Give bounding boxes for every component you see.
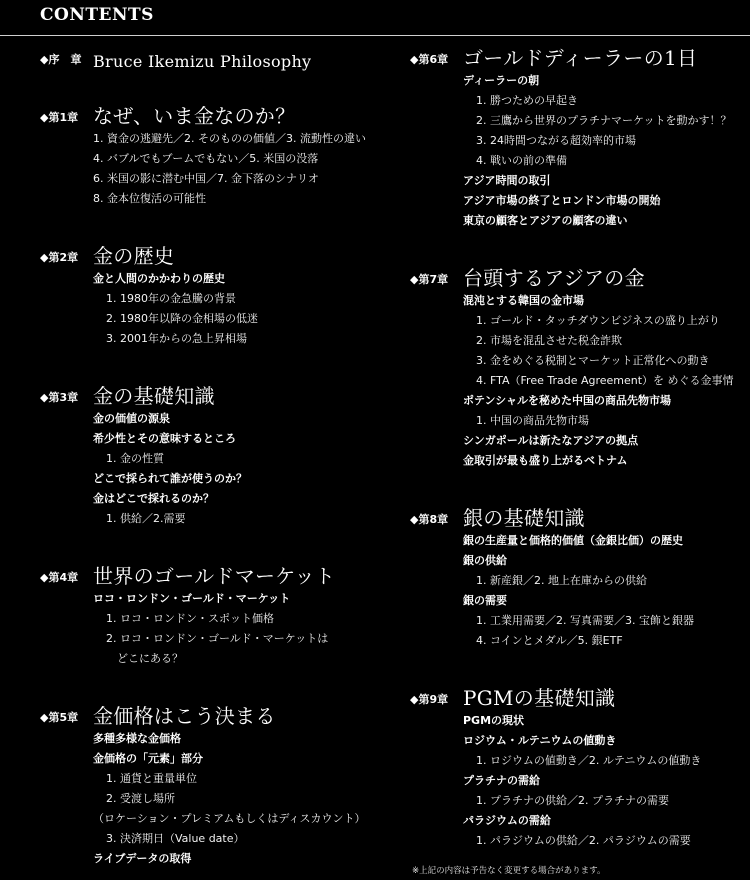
chapter-heading — [410, 257, 734, 291]
chapter-label: ◆第4章 — [40, 571, 79, 584]
chapter-title: PGMの基礎知識 — [463, 686, 616, 710]
subsection-item: 8. 金本位復活の可能性 — [93, 192, 206, 205]
chapter-heading — [410, 677, 701, 711]
section-heading: ライブデータの取得 — [93, 852, 192, 865]
chapter-title: 金の基礎知識 — [93, 384, 215, 408]
chapter-label: ◆第3章 — [40, 391, 79, 404]
subsection-item: 1. ロコ・ロンドン・スポット価格 — [106, 612, 274, 625]
chapter-8 — [410, 497, 694, 651]
chapter-title: 世界のゴールドマーケット — [93, 564, 336, 588]
subsection-item: 1. 1980年の金急騰の背景 — [106, 292, 236, 305]
chapter-heading — [40, 95, 366, 129]
section-heading: 銀の生産量と価格的価値（金銀比価）の歴史 — [463, 534, 683, 547]
chapter-7 — [410, 257, 734, 471]
section-heading: 金と人間のかかわりの歴史 — [93, 272, 225, 285]
chapter-sections — [93, 129, 366, 209]
chapter-heading — [410, 37, 731, 71]
section-heading: ロコ・ロンドン・ゴールド・マーケット — [93, 592, 291, 605]
chapter-sections — [463, 711, 701, 851]
chapter-sections — [463, 291, 734, 471]
subsection-item: 1. パラジウムの供給／2. パラジウムの需要 — [476, 834, 691, 847]
chapter-label: ◆第9章 — [410, 693, 449, 706]
section-heading: 銀の需要 — [463, 594, 507, 607]
section-heading: シンガポールは新たなアジアの拠点 — [463, 434, 639, 447]
chapter-2 — [40, 235, 258, 349]
subsection-item: 1. 資金の逃避先／2. そのものの価値／3. 流動性の違い — [93, 132, 366, 145]
subsection-item: 2. 1980年以降の金相場の低迷 — [106, 312, 258, 325]
subsection-item: 1. 通貨と重量単位 — [106, 772, 197, 785]
chapter-title: 銀の基礎知識 — [463, 506, 585, 530]
chapter-title: ゴールドディーラーの1日 — [463, 46, 698, 70]
subsection-item: 1. ゴールド・タッチダウンビジネスの盛り上がり — [476, 314, 720, 327]
chapter-sections — [463, 71, 731, 231]
chapter-label: ◆第5章 — [40, 711, 79, 724]
section-heading: 混沌とする韓国の金市場 — [463, 294, 584, 307]
subsection-item: 1. 中国の商品先物市場 — [476, 414, 589, 427]
subsection-item: 2. 市場を混乱させた税金詐欺 — [476, 334, 622, 347]
chapter-prologue — [40, 37, 311, 71]
chapter-3 — [40, 375, 247, 529]
chapter-heading — [40, 235, 258, 269]
subsection-item: 2. 受渡し場所 — [106, 792, 175, 805]
section-heading: 金の価値の源泉 — [93, 412, 170, 425]
subsection-item: 4. コインとメダル／5. 銀ETF — [476, 634, 623, 647]
chapter-title: 金の歴史 — [93, 244, 175, 268]
section-heading: どこで採られて誰が使うのか？ — [93, 472, 247, 485]
subsection-item: 3. 金をめぐる税制とマーケット正常化への動き — [476, 354, 710, 367]
section-heading: PGMの現状 — [463, 714, 525, 727]
section-heading: アジア時間の取引 — [463, 174, 551, 187]
chapter-sections — [93, 269, 258, 349]
subsection-item: 2. 三鷹から世界のプラチナマーケットを動かす！？ — [476, 114, 732, 127]
subsection-item: 1. 勝つための早起き — [476, 94, 578, 107]
chapter-heading — [40, 695, 365, 729]
section-heading: 銀の供給 — [463, 554, 507, 567]
subsection-item: 2. ロコ・ロンドン・ゴールド・マーケットは — [106, 632, 329, 645]
subsection-item: 3. 決済期日（Value date） — [106, 832, 245, 845]
section-heading: 金はどこで採れるのか？ — [93, 492, 214, 505]
footnote: ※上記の内容は予告なく変更する場合があります。 — [412, 866, 606, 876]
header-bar — [0, 0, 750, 36]
section-heading: プラチナの需給 — [463, 774, 540, 787]
chapter-title: 台頭するアジアの金 — [463, 266, 645, 290]
subsection-item: 3. 2001年からの急上昇相場 — [106, 332, 247, 345]
section-heading: 多種多様な金価格 — [93, 732, 181, 745]
chapter-title: なぜ、いま金なのか？ — [93, 104, 296, 128]
chapter-6 — [410, 37, 731, 231]
subsection-item: 1. 新産銀／2. 地上在庫からの供給 — [476, 574, 647, 587]
chapter-title: 金価格はこう決まる — [93, 704, 276, 728]
chapter-heading — [40, 375, 247, 409]
chapter-9 — [410, 677, 701, 851]
section-heading: 希少性とその意味するところ — [93, 432, 236, 445]
subsection-item: 6. 米国の影に潜む中国／7. 金下落のシナリオ — [93, 172, 319, 185]
subsection-item: どこにある？ — [117, 652, 183, 665]
subsection-item: 4. 戦いの前の準備 — [476, 154, 567, 167]
section-heading: ディーラーの朝 — [463, 74, 540, 87]
chapter-label: ◆第1章 — [40, 111, 79, 124]
chapter-label: ◆序 章 — [40, 53, 82, 66]
section-heading: 金取引が最も盛り上がるベトナム — [463, 454, 628, 467]
chapter-heading — [40, 555, 335, 589]
section-heading: パラジウムの需給 — [463, 814, 551, 827]
subsection-item: 1. ロジウムの値動き／2. ルテニウムの値動き — [476, 754, 702, 767]
chapter-heading — [40, 37, 311, 71]
section-heading: アジア市場の終了とロンドン市場の開始 — [463, 194, 661, 207]
subsection-item: 1. プラチナの供給／2. プラチナの需要 — [476, 794, 669, 807]
section-heading: ポテンシャルを秘めた中国の商品先物市場 — [463, 394, 671, 407]
section-heading: 金価格の「元素」部分 — [93, 752, 203, 765]
subsection-item: 4. バブルでもブームでもない／5. 米国の没落 — [93, 152, 319, 165]
chapter-4 — [40, 555, 335, 669]
chapter-label: ◆第2章 — [40, 251, 79, 264]
chapter-label: ◆第7章 — [410, 273, 449, 286]
chapter-label: ◆第6章 — [410, 53, 449, 66]
chapter-sections — [463, 531, 694, 651]
subsection-item: 4. FTA（Free Trade Agreement）を めぐる金事情 — [476, 374, 734, 387]
page-title: CONTENTS — [40, 5, 154, 25]
subsection-item: 3. 24時間つながる超効率的市場 — [476, 134, 636, 147]
section-heading: ロジウム・ルテニウムの値動き — [463, 734, 617, 747]
chapter-sections — [93, 729, 365, 869]
chapter-1 — [40, 95, 366, 209]
chapter-label: ◆第8章 — [410, 513, 449, 526]
subsection-item: 1. 工業用需要／2. 写真需要／3. 宝飾と銀器 — [476, 614, 694, 627]
chapter-heading — [410, 497, 694, 531]
subsection-item: 1. 金の性質 — [106, 452, 164, 465]
chapter-title: Bruce Ikemizu Philosophy — [93, 52, 312, 71]
chapter-sections — [93, 409, 247, 529]
chapter-sections — [93, 589, 335, 669]
section-heading: 東京の顧客とアジアの顧客の違い — [463, 214, 628, 227]
subsection-item: 1. 供給／2.需要 — [106, 512, 186, 525]
chapter-5 — [40, 695, 365, 869]
subsection-item: （ロケーション・プレミアムもしくはディスカウント） — [93, 812, 366, 825]
